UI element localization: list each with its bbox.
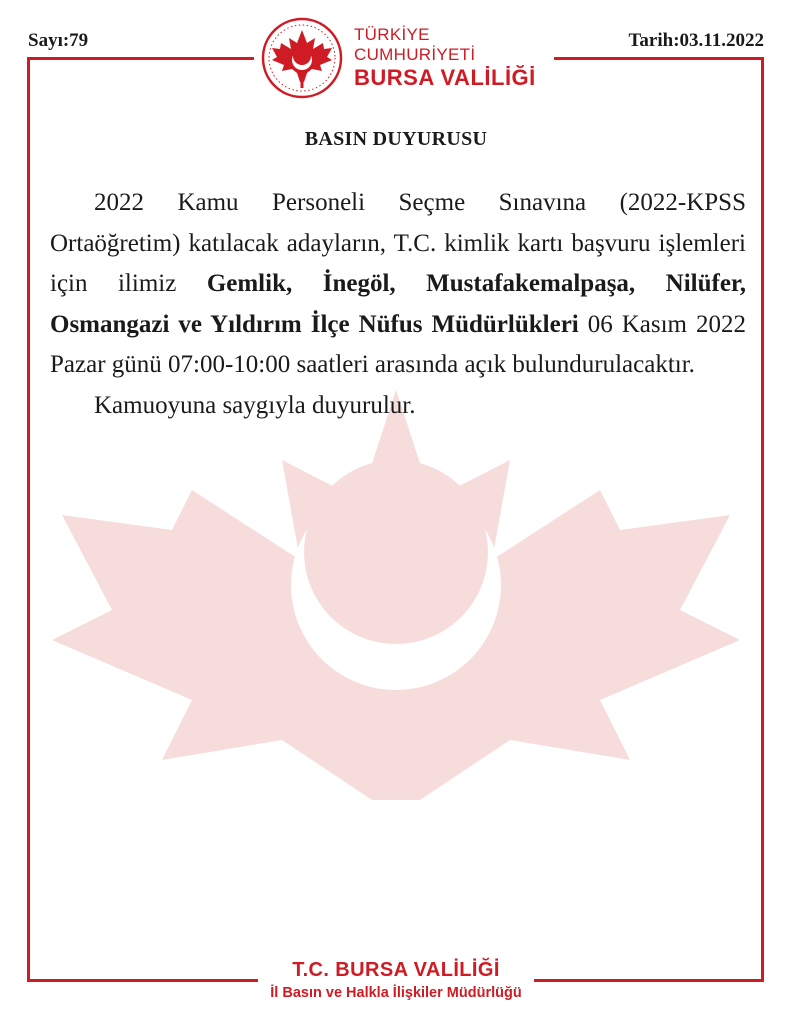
page-title: BASIN DUYURUSU: [304, 128, 488, 150]
paragraph-text-end: 06 Kasım 2022 Pazar günü 07:00-10:00 saatleri arasında açık bulundurulacaktır.: [50, 310, 746, 378]
paragraph-main: [50, 183, 746, 386]
logo-title-line1: TÜRKİYE CUMHURİYETİ: [354, 25, 476, 64]
paragraph-bold-locations: Gemlik, İnegöl, Mustafakemalpaşa, Nilüfer, Osmangazi ve Yıldırım İlçe Nüfus Müdürlükleri: [50, 270, 746, 338]
footer-title: T.C. BURSA VALİLİĞİ: [292, 959, 500, 981]
paragraph-text-start: 2022 Kamu Personeli Seçme Sınavına (2022-KPSS Ortaöğretim) katılacak adayların, T.C. kimlik kartı başvuru işlemleri için ilimiz: [50, 189, 746, 297]
governorship-logo: [254, 13, 554, 103]
logo-title-line2: BURSA VALİLİĞİ: [354, 65, 536, 90]
footer-subtitle: İl Basın ve Halkla İlişkiler Müdürlüğü: [270, 985, 522, 1001]
footer-band: [258, 957, 533, 1003]
footer: [0, 957, 792, 1003]
announcement-body: [50, 183, 746, 426]
emblem-icon: [260, 16, 344, 100]
document-number: Sayı:79: [28, 30, 89, 51]
paragraph-closing: Kamuoyuna saygıyla duyurulur.: [94, 391, 416, 419]
document-date: Tarih:03.11.2022: [628, 30, 764, 51]
